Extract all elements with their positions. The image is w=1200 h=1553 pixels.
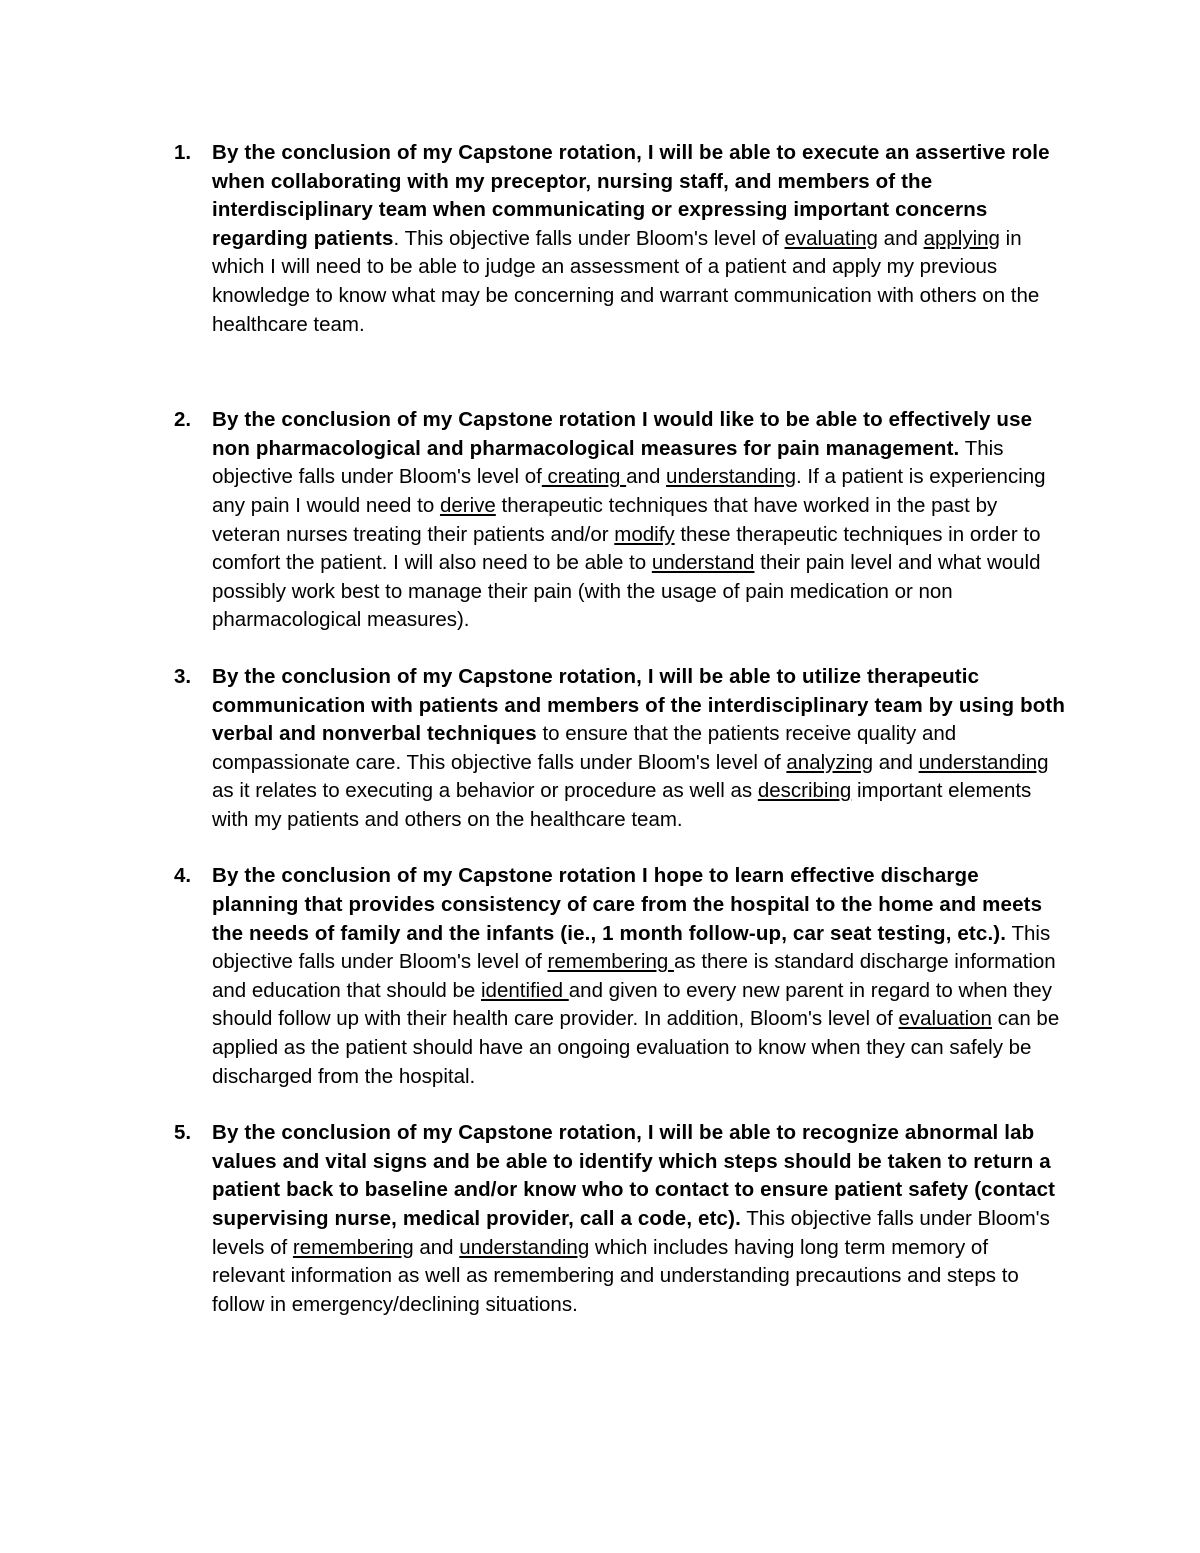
bloom-level-term: remembering xyxy=(292,1235,414,1259)
objective-statement: By the conclusion of my Capstone rotation I would like to be able to effectively use non pharmacological and pharmacological measures for pain management. xyxy=(212,408,1033,460)
objective-number: 5. xyxy=(174,1121,192,1145)
objective-number: 4. xyxy=(174,864,192,888)
objective-text xyxy=(212,1121,1055,1316)
bloom-level-term: remembering xyxy=(547,950,674,974)
objective-number: 3. xyxy=(174,664,192,688)
objective-explanation: their pain level and what would possibly work best to manage their pain (with the usage of pain medication or non pharmacological measures). xyxy=(212,551,1041,632)
objective-explanation: can be applied as the patient should have an ongoing evaluation to know when they can safely be discharged from the hospital. xyxy=(212,1007,1060,1088)
objective-statement: By the conclusion of my Capstone rotation I hope to learn effective discharge planning that provides consistency of care from the hospital to the home and meets the needs of family and the infants (ie., 1 month follow-up, car seat testing, etc.). xyxy=(212,864,1043,945)
objective-item-5 xyxy=(0,1119,1200,1319)
bloom-level-term: applying xyxy=(923,226,1000,250)
objective-explanation: and xyxy=(877,226,924,250)
bloom-level-term: analyzing xyxy=(786,750,874,774)
objective-item-3 xyxy=(0,663,1200,835)
bloom-level-term: evaluating xyxy=(784,226,878,250)
objective-explanation: and xyxy=(626,465,667,489)
bloom-level-term: creating xyxy=(541,465,627,489)
objective-statement: By the conclusion of my Capstone rotation, I will be able to execute an assertive role when collaborating with my preceptor, nursing staff, and members of the interdisciplinary team when communicating or expressing important concerns regarding patients xyxy=(212,141,1050,250)
objective-explanation: to ensure that the patients receive quality and compassionate care. This objective falls under Bloom's level of xyxy=(212,722,957,774)
objective-statement: By the conclusion of my Capstone rotation, I will be able to utilize therapeutic communication with patients and members of the interdisciplinary team by using both verbal and nonverbal techniques xyxy=(212,664,1066,746)
objective-explanation: and given to every new parent in regard to when they should follow up with their health care provider. In addition, Bloom's level of xyxy=(212,978,1052,1031)
objective-explanation: important elements with my patients and others on the healthcare team. xyxy=(212,779,1032,831)
objective-item-4 xyxy=(0,862,1200,1091)
bloom-level-term: derive xyxy=(439,493,496,517)
objective-explanation: . This objective falls under Bloom's level of xyxy=(393,226,785,250)
objective-explanation: as it relates to executing a behavior or procedure as well as xyxy=(212,779,758,803)
objective-explanation: This objective falls under Bloom's levels of xyxy=(212,1207,1050,1259)
objective-explanation: as there is standard discharge information and education that should be xyxy=(212,950,1056,1002)
objective-explanation: . If a patient is experiencing any pain I would need to xyxy=(212,465,1046,517)
objective-explanation: This objective falls under Bloom's level of xyxy=(212,921,1051,974)
objective-number: 2. xyxy=(174,408,192,432)
bloom-level-term: understand xyxy=(651,551,755,575)
objective-statement: By the conclusion of my Capstone rotation, I will be able to recognize abnormal lab values and vital signs and be able to identify which steps should be taken to return a patient back to baseline and/or know who to contact to ensure patient safety (contact supervising nurse, medical provider, call a code, etc). xyxy=(212,1121,1056,1230)
objective-explanation: and xyxy=(413,1235,460,1259)
objective-text xyxy=(212,141,1050,336)
objective-explanation: This objective falls under Bloom's level of xyxy=(212,436,1004,489)
objective-explanation: these therapeutic techniques in order to comfort the patient. I will also need to be able to xyxy=(212,522,1041,575)
objective-item-2 xyxy=(0,406,1200,635)
objective-explanation: and xyxy=(873,750,919,774)
bloom-level-term: describing xyxy=(757,779,852,803)
bloom-level-term: understanding xyxy=(666,465,796,489)
objective-explanation: in which I will need to be able to judge an assessment of a patient and apply my previous knowledge to know what may be concerning and warrant communication with others on the healthcare team. xyxy=(212,226,1040,336)
bloom-level-term: identified xyxy=(481,978,569,1002)
objective-text xyxy=(212,665,1065,831)
bloom-level-term: understanding xyxy=(918,750,1049,774)
objectives-list xyxy=(0,139,1200,1319)
objective-explanation: which includes having long term memory of relevant information as well as remembering and understanding precautions and steps to follow in emergency/declining situations. xyxy=(212,1235,1019,1316)
bloom-level-term: modify xyxy=(614,522,675,546)
objective-text xyxy=(212,864,1059,1087)
bloom-level-term: evaluation xyxy=(898,1007,992,1031)
objective-text xyxy=(212,408,1046,631)
objective-explanation: therapeutic techniques that have worked in the past by veteran nurses treating their patients and/or xyxy=(212,493,998,546)
bloom-level-term: understanding xyxy=(459,1235,590,1259)
objective-number: 1. xyxy=(174,141,192,164)
objective-item-1 xyxy=(0,139,1200,339)
